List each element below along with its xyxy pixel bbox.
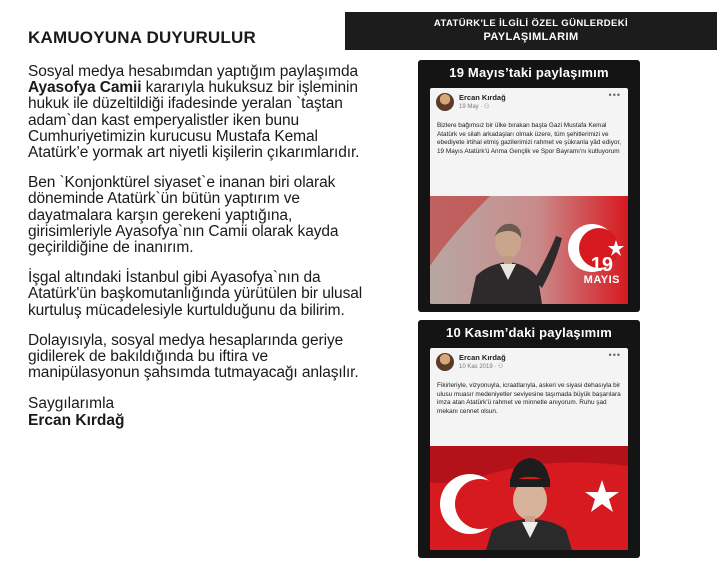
statement-paragraph-4: Dolayısıyla, sosyal medya hesaplarında geriye gidilerek de bakıldığında bu iftira ve manipülasyonun şahsımda tutmayacağı anlaşılır. [28, 331, 359, 382]
post-header [430, 348, 628, 380]
more-options-icon[interactable]: ••• [608, 350, 621, 360]
signer-name: Ercan Kırdağ [28, 412, 125, 430]
post-text: Bizlere bağımsız bir ülke bırakan başta Gazi Mustafa Kemal Atatürk ve silah arkadaşları olmak üzere, tüm şehitlerimizi ve ebediyete irtihal etmiş gazilerimizi rahmet ve şükranla yâd ediyor, 19 Mayıs Atatürk'ü Anma Gençlik ve Spor Bayramı'nı kutluyorum [437, 122, 621, 155]
closing-salutation: Saygılarımla [28, 395, 115, 413]
avatar[interactable] [436, 93, 454, 111]
statement-paragraph-2: Ben `Konjonktürel siyaset`e inanan biri olarak döneminde Atatürk`ün bütün yaptırım ve dayatmalara karşın gerekeni yaptığına, girisimleriyle Ayasofya`nın Camii olarak kayda geçirildiğine de inanırım. [28, 174, 339, 257]
may-badge-word: MAYIS [583, 274, 620, 286]
may-post-panel [418, 60, 640, 312]
more-options-icon[interactable]: ••• [608, 90, 621, 100]
portrait-illustration [430, 196, 628, 304]
ataturk-may-image[interactable] [430, 196, 628, 304]
post-header [430, 88, 628, 120]
may-badge-number: 19 [590, 254, 613, 276]
closing-block [28, 395, 378, 429]
statement-column [28, 28, 378, 429]
may-badge [584, 255, 620, 286]
mosque-name: Ayasofya Camii [28, 79, 142, 97]
november-panel-heading: 10 Kasım’daki paylaşımım [446, 325, 612, 340]
statement-title: KAMUOYUNA DUYURULUR [28, 28, 256, 47]
post-author[interactable]: Ercan Kırdağ [459, 93, 506, 102]
post-date[interactable]: 19 May · ⚇ [459, 104, 490, 110]
paragraph-1-start: Sosyal medya hesabımdan yaptığım paylaşımda [28, 63, 358, 80]
flag-portrait-illustration [430, 446, 628, 550]
banner-line-1: ATATÜRK'LE İLGİLİ ÖZEL GÜNLERDEKİ [433, 18, 629, 29]
post-author[interactable]: Ercan Kırdağ [459, 353, 506, 362]
avatar[interactable] [436, 353, 454, 371]
header-banner [345, 12, 717, 50]
ataturk-flag-image[interactable] [430, 446, 628, 550]
post-text: Fikirleriyle, vizyonuyla, icraatlarıyla, askeri ve siyasi dehasıyla bir ulusu muasır medeniyetler seviyesine taşımada büyük başarılara imza atan Atatürk'ü rahmet ve minnetle anıyorum. Ruhu şad mekanı cennet olsun. [437, 382, 621, 415]
statement-paragraph-3: İşgal altındaki İstanbul gibi Ayasofya`nın da Atatürk'ün başkomutanlığında yürütülen bir ulusal kurtuluş mücadelesiyle kurtulduğunu da bilirim. [28, 269, 363, 319]
post-date[interactable]: 10 Kas 2019 · ⚇ [459, 364, 504, 370]
may-post-card [430, 88, 628, 304]
paragraph-1-end: kararıyla hukuksuz bir işleminin hukuk ile düzeltildiği ifadesinde yeralan `taştan adam`dan kast emperyalistler iken bunu Cumhuriyetimizin kurucusu Mustafa Kemal Atatürk’e yormak art niyetli kişilerin çıkarımlarıdır. [28, 79, 360, 162]
statement-paragraph-1 [28, 64, 378, 161]
banner-line-2: PAYLAŞIMLARIM [483, 31, 579, 43]
may-panel-heading: 19 Mayıs’taki paylaşımım [449, 65, 609, 80]
november-post-card [430, 348, 628, 550]
november-post-panel [418, 320, 640, 558]
